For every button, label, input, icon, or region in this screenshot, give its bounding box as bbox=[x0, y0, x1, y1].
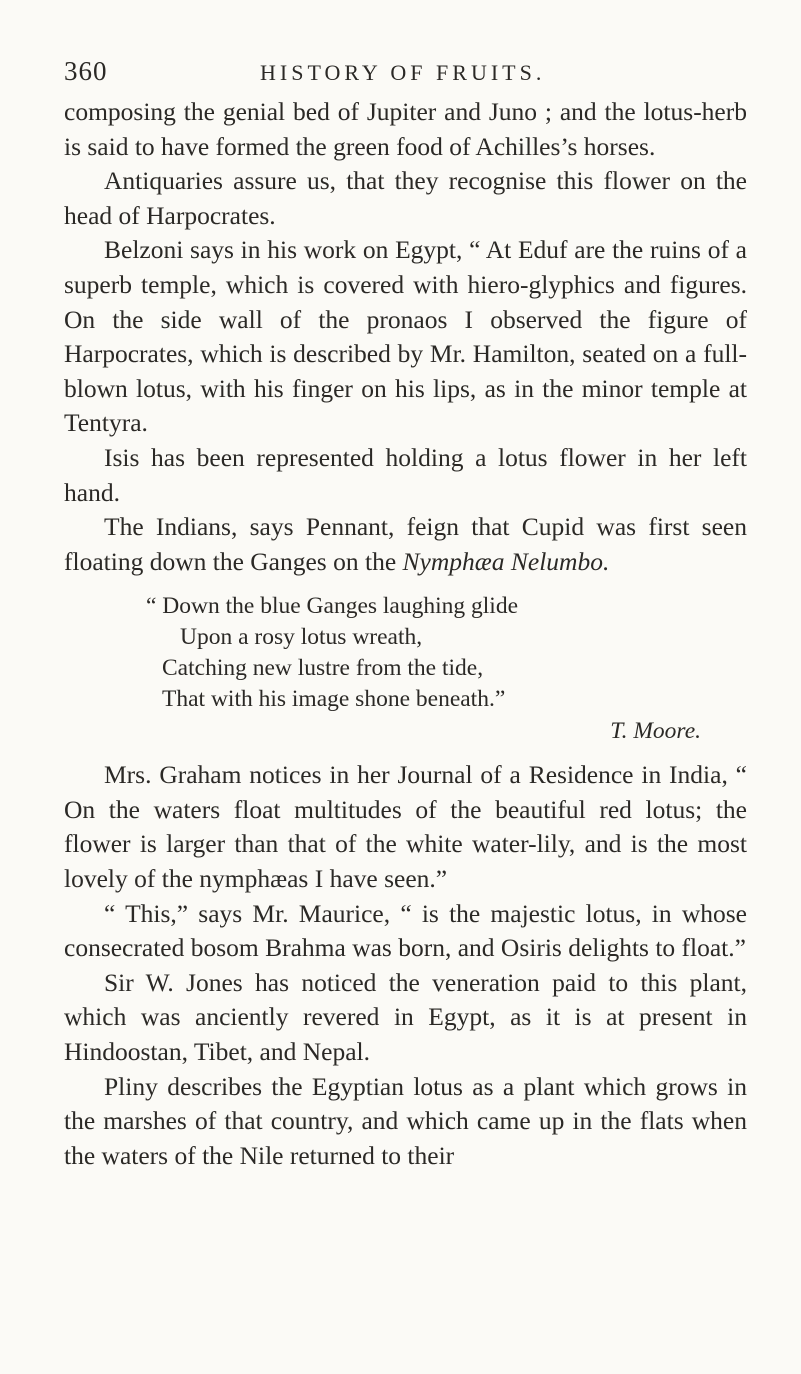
poem-line: Catching new lustre from the tide, bbox=[162, 654, 484, 681]
running-title: HISTORY OF FRUITS. bbox=[260, 60, 546, 85]
paragraph-pliny: Pliny describes the Egyptian lotus as a plant which grows in the marshes of that country, and which came up in the flats when the waters of the Nile returned to their bbox=[64, 1071, 747, 1170]
body-text bbox=[64, 95, 747, 1173]
paragraph-harpocrates: Antiquaries assure us, that they recognise this flower on the head of Harpocrates. bbox=[64, 166, 747, 230]
running-head bbox=[64, 56, 744, 92]
paragraph-indians-text: The Indians, says Pennant, feign that Cupid was first seen floating down the Ganges on the bbox=[64, 512, 747, 576]
paragraph-belzoni: Belzoni says in his work on Egypt, “ At Eduf are the ruins of a superb temple, which is covered with hiero-glyphics and figures. On the side wall of the pronaos I observed the figure of Harpocrates, which is described by Mr. Hamilton, seated on a full-blown lotus, with his finger on his lips, as in the minor temple at Tentyra. bbox=[64, 235, 747, 438]
poem-quotation bbox=[64, 591, 747, 746]
paragraph-isis: Isis has been represented holding a lotus flower in her left hand. bbox=[64, 442, 747, 507]
species-name: Nymphæa Nelumbo. bbox=[402, 546, 610, 576]
paragraph-indians bbox=[64, 510, 747, 579]
poem-line: That with his image shone beneath.” bbox=[162, 685, 506, 712]
paragraph-maurice: “ This,” says Mr. Maurice, “ is the majestic lotus, in whose consecrated bosom Brahma was born, and Osiris delights to float.” bbox=[64, 898, 747, 963]
poem-attribution: T. Moore. bbox=[610, 717, 701, 744]
poem-line: “ Down the blue Ganges laughing glide bbox=[146, 593, 518, 620]
poem-line: Upon a rosy lotus wreath, bbox=[180, 624, 423, 651]
page-number: 360 bbox=[64, 56, 108, 86]
paragraph-continuation: composing the genial bed of Jupiter and Juno ; and the lotus-herb is said to have formed the green food of Achilles’s horses. bbox=[64, 97, 747, 161]
paragraph-graham: Mrs. Graham notices in her Journal of a Residence in India, “ On the waters float multitudes of the beautiful red lotus; the flower is larger than that of the white water-lily, and is the most lovely of the nymphæas I have seen.” bbox=[64, 760, 747, 894]
paragraph-jones: Sir W. Jones has noticed the veneration paid to this plant, which was anciently revered in Egypt, as it is at present in Hindoostan, Tibet, and Nepal. bbox=[64, 967, 747, 1067]
